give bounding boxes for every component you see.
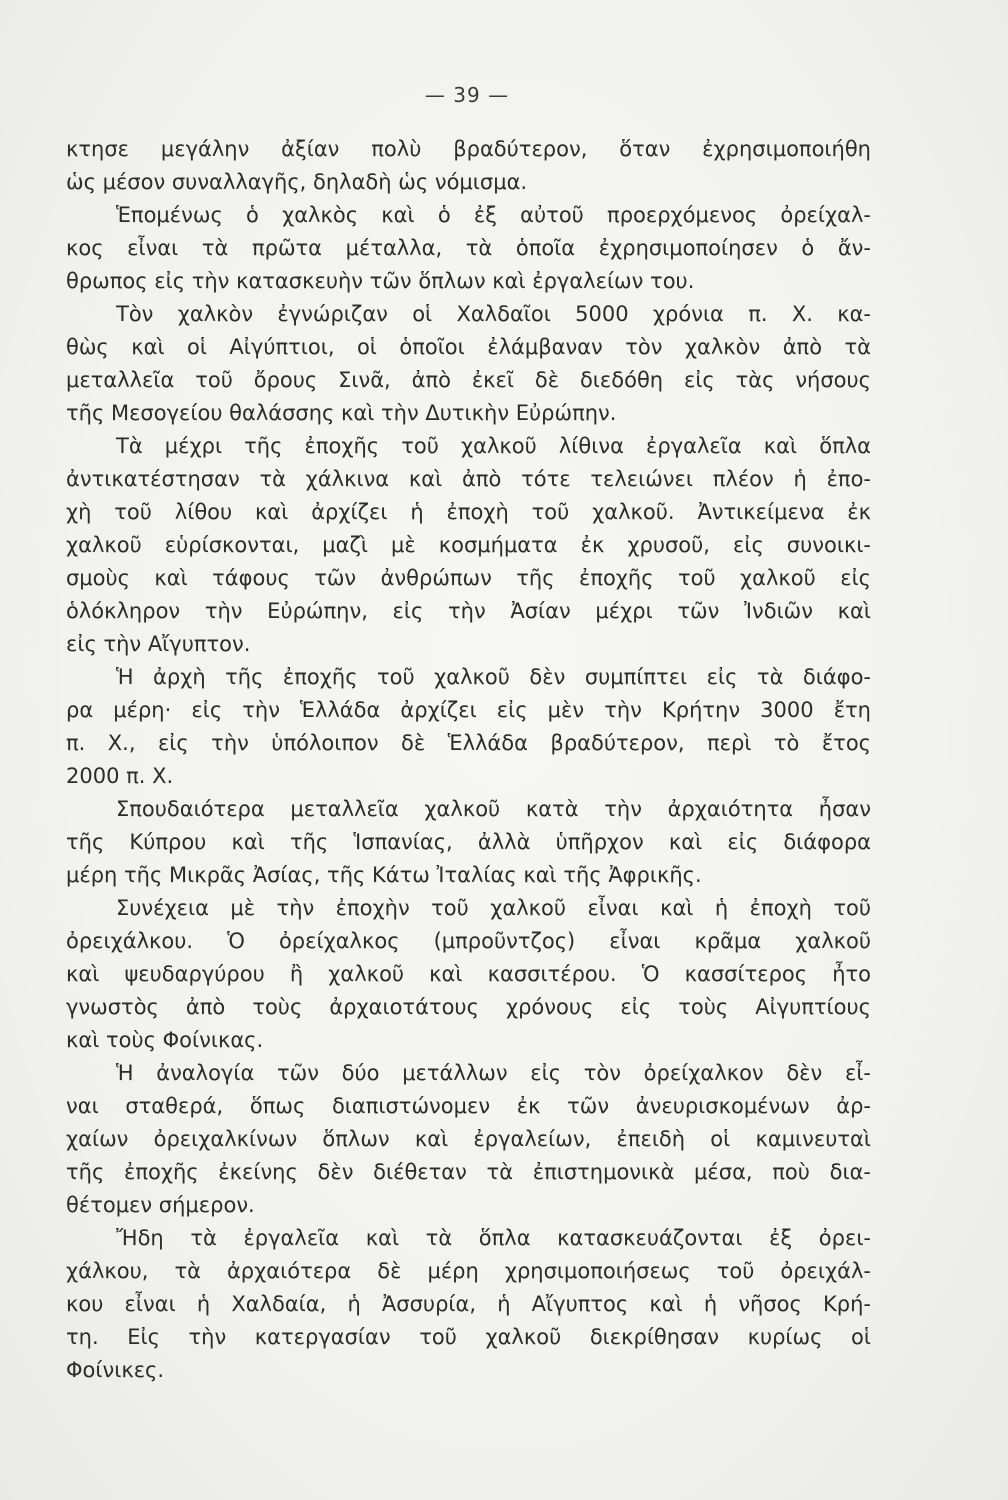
paragraph	[66, 298, 871, 430]
text-line: ἀντικατέστησαν τὰ χάλκινα καὶ ἀπὸ τότε τελειώνει πλέον ἡ ἐπο-	[66, 467, 871, 491]
text-line: μέρη τῆς Μικρᾶς Ἀσίας, τῆς Κάτω Ἰταλίας καὶ τῆς Ἀφρικῆς.	[66, 863, 702, 887]
text-line: θὼς καὶ οἱ Αἰγύπτιοι, οἱ ὁποῖοι ἐλάμβαναν τὸν χαλκὸν ἀπὸ τὰ	[66, 335, 871, 359]
text-line: καὶ ψευδαργύρου ἢ χαλκοῦ καὶ κασσιτέρου. Ὁ κασσίτερος ἦτο	[66, 962, 871, 986]
text-line: Τὸν χαλκὸν ἐγνώριζαν οἱ Χαλδαῖοι 5000 χρόνια π. Χ. κα-	[116, 302, 871, 326]
text-line: Ἤδη τὰ ἐργαλεῖα καὶ τὰ ὅπλα κατασκευάζονται ἐξ ὀρει-	[116, 1226, 871, 1250]
paragraph	[66, 1057, 871, 1222]
text-line: θέτομεν σήμερον.	[66, 1193, 255, 1217]
paragraph	[66, 661, 871, 793]
paragraph	[66, 793, 871, 892]
text-line: Ἡ ἀναλογία τῶν δύο μετάλλων εἰς τὸν ὀρείχαλκον δὲν εἶ-	[116, 1061, 871, 1085]
text-line: γνωστὸς ἀπὸ τοὺς ἀρχαιοτάτους χρόνους εἰς τοὺς Αἰγυπτίους	[66, 995, 871, 1019]
text-line: Σπουδαιότερα μεταλλεῖα χαλκοῦ κατὰ τὴν ἀρχαιότητα ἦσαν	[116, 797, 871, 821]
text-line: Τὰ μέχρι τῆς ἐποχῆς τοῦ χαλκοῦ λίθινα ἐργαλεῖα καὶ ὅπλα	[116, 434, 871, 458]
text-line: ὀρειχάλκου. Ὁ ὀρείχαλκος (μπροῦντζος) εἶναι κρᾶμα χαλκοῦ	[66, 929, 871, 953]
text-line: ναι σταθερά, ὅπως διαπιστώνομεν ἐκ τῶν ἀνευρισκομένων ἀρ-	[66, 1094, 871, 1118]
text-line: Συνέχεια μὲ τὴν ἐποχὴν τοῦ χαλκοῦ εἶναι καὶ ἡ ἐποχὴ τοῦ	[116, 896, 871, 920]
text-line: χαλκοῦ εὑρίσκονται, μαζὶ μὲ κοσμήματα ἐκ χρυσοῦ, εἰς συνοικι-	[66, 533, 871, 557]
text-line: τῆς ἐποχῆς ἐκείνης δὲν διέθεταν τὰ ἐπιστημονικὰ μέσα, ποὺ δια-	[66, 1160, 871, 1184]
text-line: ὁλόκληρον τὴν Εὐρώπην, εἰς τὴν Ἀσίαν μέχρι τῶν Ἰνδιῶν καὶ	[66, 599, 871, 623]
text-line: χὴ τοῦ λίθου καὶ ἀρχίζει ἡ ἐποχὴ τοῦ χαλκοῦ. Ἀντικείμενα ἐκ	[66, 500, 871, 524]
text-line: Φοίνικες.	[66, 1358, 165, 1382]
body-text	[66, 133, 871, 1387]
text-line: καὶ τοὺς Φοίνικας.	[66, 1028, 264, 1052]
text-line: κου εἶναι ἡ Χαλδαία, ἡ Ἀσσυρία, ἡ Αἴγυπτος καὶ ἡ νῆσος Κρή-	[66, 1292, 871, 1316]
text-line: σμοὺς καὶ τάφους τῶν ἀνθρώπων τῆς ἐποχῆς τοῦ χαλκοῦ εἰς	[66, 566, 871, 590]
text-line: εἰς τὴν Αἴγυπτον.	[66, 632, 251, 656]
paragraph	[66, 430, 871, 661]
page-number: — 39 —	[424, 83, 510, 107]
text-line: Ἑπομένως ὁ χαλκὸς καὶ ὁ ἐξ αὐτοῦ προερχόμενος ὀρείχαλ-	[116, 203, 871, 227]
paragraph	[66, 1222, 871, 1387]
text-line: τῆς Μεσογείου θαλάσσης καὶ τὴν Δυτικὴν Εὐρώπην.	[66, 401, 617, 425]
text-line: θρωπος εἰς τὴν κατασκευὴν τῶν ὅπλων καὶ ἐργαλείων του.	[66, 269, 695, 293]
paragraph	[66, 199, 871, 298]
text-line: μεταλλεῖα τοῦ ὄρους Σινᾶ, ἀπὸ ἐκεῖ δὲ διεδόθη εἰς τὰς νήσους	[66, 368, 871, 392]
paragraph	[66, 133, 871, 199]
text-line: 2000 π. Χ.	[66, 764, 174, 788]
text-line: τῆς Κύπρου καὶ τῆς Ἱσπανίας, ἀλλὰ ὑπῆρχον καὶ εἰς διάφορα	[66, 830, 871, 854]
text-line: π. Χ., εἰς τὴν ὑπόλοιπον δὲ Ἑλλάδα βραδύτερον, περὶ τὸ ἔτος	[66, 731, 871, 755]
text-line: κτησε μεγάλην ἀξίαν πολὺ βραδύτερον, ὅταν ἐχρησιμοποιήθη	[66, 137, 871, 161]
text-line: κος εἶναι τὰ πρῶτα μέταλλα, τὰ ὁποῖα ἐχρησιμοποίησεν ὁ ἄν-	[66, 236, 871, 260]
paragraph	[66, 892, 871, 1057]
text-line: ρα μέρη· εἰς τὴν Ἑλλάδα ἀρχίζει εἰς μὲν τὴν Κρήτην 3000 ἔτη	[66, 698, 871, 722]
text-line: χάλκου, τὰ ἀρχαιότερα δὲ μέρη χρησιμοποιήσεως τοῦ ὀρειχάλ-	[66, 1259, 871, 1283]
text-line: Ἡ ἀρχὴ τῆς ἐποχῆς τοῦ χαλκοῦ δὲν συμπίπτει εἰς τὰ διάφο-	[116, 665, 871, 689]
text-line: τη. Εἰς τὴν κατεργασίαν τοῦ χαλκοῦ διεκρίθησαν κυρίως οἱ	[66, 1325, 871, 1349]
text-line: χαίων ὀρειχαλκίνων ὅπλων καὶ ἐργαλείων, ἐπειδὴ οἱ καμινευταὶ	[66, 1127, 871, 1151]
text-line: ὡς μέσον συναλλαγῆς, δηλαδὴ ὡς νόμισμα.	[66, 170, 528, 194]
